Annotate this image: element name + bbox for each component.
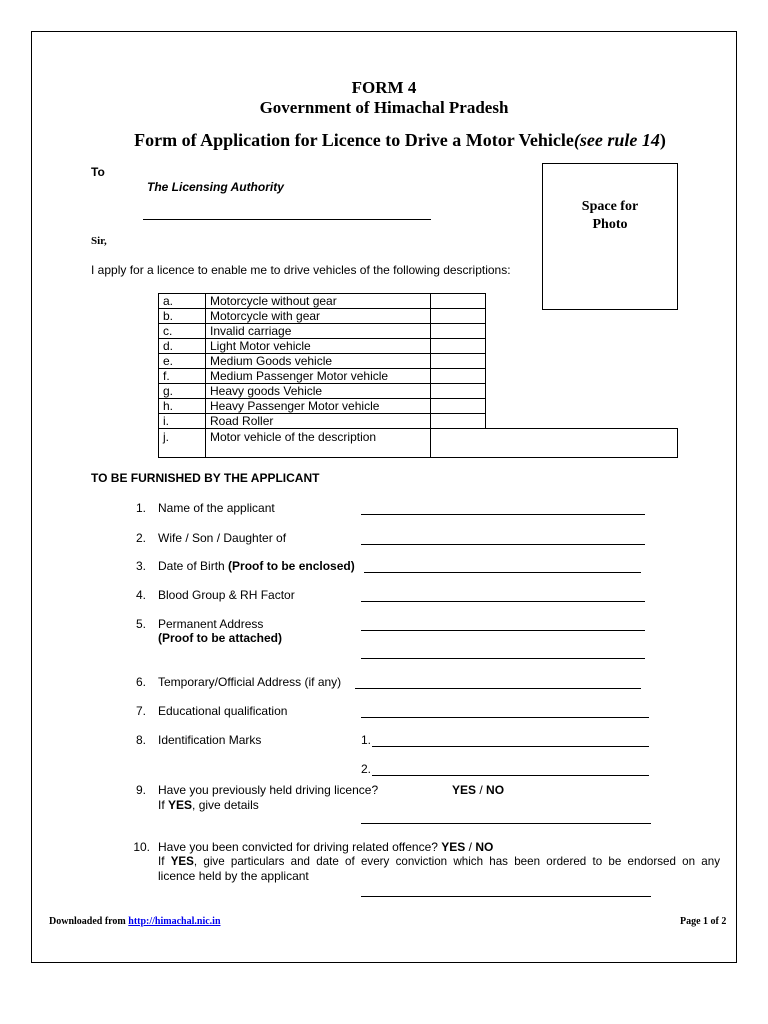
- vehicle-code: j.: [163, 430, 169, 444]
- particulars-text: , give particulars and date of every conviction which has been ordered to be endorsed on any: [193, 855, 720, 868]
- dob-label: Date of Birth: [158, 559, 229, 573]
- conviction-details-field[interactable]: [361, 896, 651, 897]
- dob-field[interactable]: [364, 572, 641, 573]
- rule-close: ): [659, 130, 666, 150]
- field-number: 6.: [135, 675, 146, 689]
- vehicle-row: [159, 294, 486, 309]
- vehicle-code: g.: [159, 384, 206, 399]
- vehicle-desc: Medium Goods vehicle: [206, 354, 431, 369]
- field-number: 1.: [135, 501, 146, 515]
- vehicle-check-cell[interactable]: [431, 354, 486, 369]
- dob-proof-note: (Proof to be enclosed): [228, 559, 355, 573]
- field-label-temporary-address: Temporary/Official Address (if any): [158, 675, 342, 689]
- education-field[interactable]: [361, 717, 649, 718]
- blood-group-field[interactable]: [361, 601, 645, 602]
- field-number: 7.: [135, 704, 146, 718]
- yes-no-separator: /: [476, 783, 487, 797]
- vehicle-row: [159, 414, 486, 429]
- vehicle-code: i.: [159, 414, 206, 429]
- vehicle-desc: Light Motor vehicle: [206, 339, 431, 354]
- form-number: FORM 4: [351, 78, 417, 97]
- vehicle-check-cell[interactable]: [431, 369, 486, 384]
- field-label-blood-group: Blood Group & RH Factor: [158, 588, 295, 602]
- relation-field[interactable]: [361, 544, 645, 545]
- name-field[interactable]: [361, 514, 645, 515]
- vehicle-check-cell[interactable]: [431, 294, 486, 309]
- vehicle-row: [159, 339, 486, 354]
- photo-label-2: Photo: [592, 217, 628, 232]
- mark-1-label: 1.: [361, 733, 372, 747]
- vehicle-row: [159, 399, 486, 414]
- conviction-question: Have you been convicted for driving related offence?: [158, 840, 442, 854]
- vehicle-row: [159, 369, 486, 384]
- rule-reference: (see rule 14: [573, 130, 660, 150]
- footer-source: [49, 916, 221, 927]
- if-text: If: [158, 798, 169, 812]
- vehicle-desc: Motorcycle without gear: [206, 294, 431, 309]
- field-number: 9.: [135, 783, 146, 797]
- mark-2-label: 2.: [361, 762, 372, 776]
- permanent-address-field-2[interactable]: [361, 658, 645, 659]
- photo-label-1: Space for: [581, 199, 639, 214]
- field-number: 3.: [135, 559, 146, 573]
- vehicle-row: [159, 309, 486, 324]
- identification-mark-2-field[interactable]: [372, 775, 649, 776]
- vehicle-row: [159, 324, 486, 339]
- page-number: Page 1 of 2: [680, 916, 727, 927]
- vehicle-code: c.: [159, 324, 206, 339]
- field-label-name: Name of the applicant: [158, 501, 275, 515]
- no-option[interactable]: NO: [486, 783, 505, 797]
- government-name: Government of Himachal Pradesh: [259, 98, 509, 117]
- to-label: To: [91, 165, 105, 179]
- conviction-details-label: [158, 855, 720, 868]
- previous-licence-details-field[interactable]: [361, 823, 651, 824]
- yes-option[interactable]: YES: [452, 783, 477, 797]
- vehicle-row: [159, 384, 486, 399]
- vehicle-desc: Invalid carriage: [206, 324, 431, 339]
- if-text: If: [158, 855, 171, 868]
- source-link[interactable]: http://himachal.nic.in: [128, 916, 221, 927]
- vehicle-check-cell[interactable]: [431, 414, 486, 429]
- vehicle-code: e.: [159, 354, 206, 369]
- vehicle-check-cell[interactable]: [431, 339, 486, 354]
- vehicle-table: [158, 293, 486, 429]
- field-label-permanent-address: Permanent Address: [158, 617, 264, 631]
- conviction-details-label-2: licence held by the applicant: [158, 869, 309, 883]
- field-label-previous-licence: Have you previously held driving licence?: [158, 783, 379, 797]
- vehicle-desc: Motor vehicle of the description: [210, 430, 377, 444]
- downloaded-from-text: Downloaded from: [49, 916, 129, 927]
- cell-divider: [205, 429, 206, 457]
- photo-box: [542, 163, 678, 310]
- field-label-dob: [158, 559, 355, 573]
- vehicle-row-j: [158, 428, 678, 458]
- salutation: Sir,: [91, 235, 107, 247]
- cell-divider: [430, 429, 431, 457]
- field-label-education: Educational qualification: [158, 704, 288, 718]
- form-title: [0, 130, 768, 151]
- vehicle-desc: Road Roller: [206, 414, 431, 429]
- vehicle-code: f.: [159, 369, 206, 384]
- temporary-address-field[interactable]: [355, 688, 641, 689]
- field-label-relation: Wife / Son / Daughter of: [158, 531, 287, 545]
- vehicle-code: b.: [159, 309, 206, 324]
- vehicle-code: h.: [159, 399, 206, 414]
- previous-licence-details-label: [158, 798, 259, 812]
- field-number: 10.: [133, 840, 150, 854]
- vehicle-desc: Heavy Passenger Motor vehicle: [206, 399, 431, 414]
- details-text: , give details: [192, 798, 259, 812]
- address-proof-note: (Proof to be attached): [158, 631, 283, 645]
- permanent-address-field-1[interactable]: [361, 630, 645, 631]
- vehicle-code: a.: [159, 294, 206, 309]
- vehicle-desc: Motorcycle with gear: [206, 309, 431, 324]
- licensing-authority: The Licensing Authority: [147, 180, 284, 194]
- yes-option[interactable]: YES: [441, 840, 466, 854]
- vehicle-desc: Heavy goods Vehicle: [206, 384, 431, 399]
- identification-mark-1-field[interactable]: [372, 746, 649, 747]
- yes-text: YES: [168, 798, 193, 812]
- yes-text: YES: [170, 855, 194, 868]
- field-label-conviction: [158, 840, 493, 854]
- vehicle-desc: Medium Passenger Motor vehicle: [206, 369, 431, 384]
- yes-no-separator: /: [465, 840, 476, 854]
- authority-address-line[interactable]: [143, 219, 431, 220]
- field-number: 4.: [135, 588, 146, 602]
- vehicle-check-cell[interactable]: [431, 309, 486, 324]
- field-number: 8.: [135, 733, 146, 747]
- field-label-identification: Identification Marks: [158, 733, 262, 747]
- previous-licence-yes-no[interactable]: [452, 783, 504, 797]
- form-title-text: Form of Application for Licence to Drive a Motor Vehicle: [134, 130, 574, 150]
- vehicle-check-cell[interactable]: [431, 399, 486, 414]
- field-number: 5.: [135, 617, 146, 631]
- vehicle-row: [159, 354, 486, 369]
- intro-text: I apply for a licence to enable me to drive vehicles of the following descriptions:: [91, 263, 511, 277]
- vehicle-code: d.: [159, 339, 206, 354]
- vehicle-check-cell[interactable]: [431, 384, 486, 399]
- field-number: 2.: [135, 531, 146, 545]
- no-option[interactable]: NO: [475, 840, 494, 854]
- vehicle-check-cell[interactable]: [431, 324, 486, 339]
- section-title: TO BE FURNISHED BY THE APPLICANT: [91, 471, 320, 485]
